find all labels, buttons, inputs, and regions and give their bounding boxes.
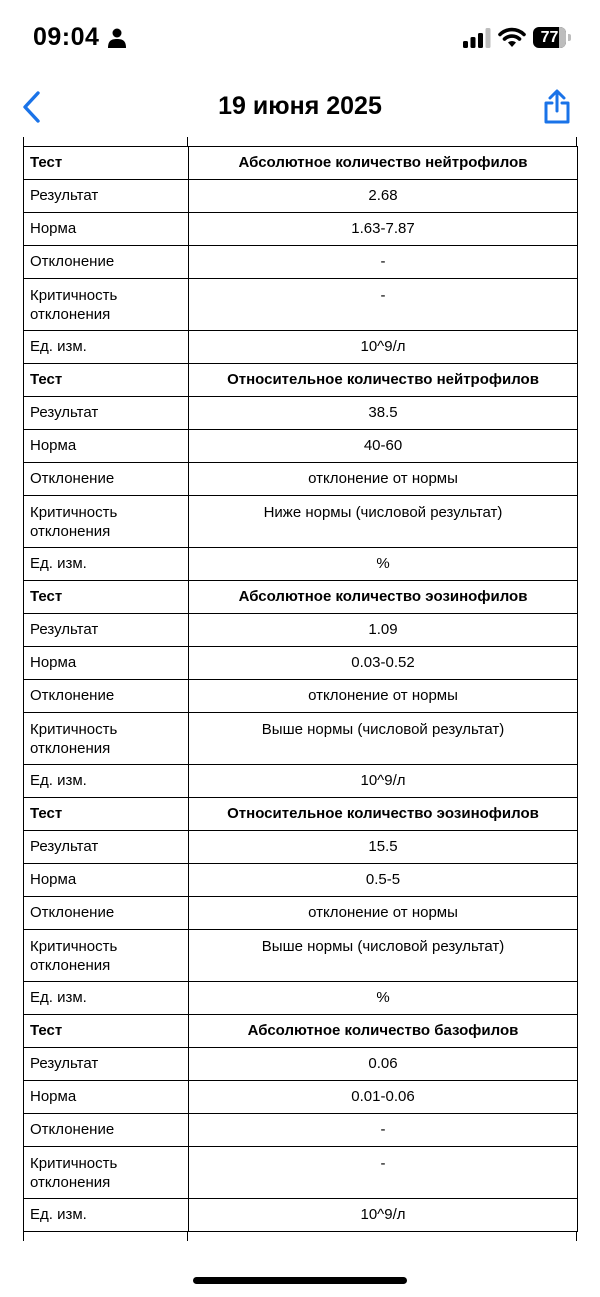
table-row-norm (24, 430, 578, 463)
deviation-value: - (189, 1114, 578, 1147)
deviation-label: Отклонение (24, 463, 189, 496)
unit-value: 10^9/л (189, 331, 578, 364)
back-button[interactable] (18, 88, 48, 126)
norm-label: Норма (24, 430, 189, 463)
criticality-value: Выше нормы (числовой результат) (189, 930, 578, 982)
result-value: 2.68 (189, 180, 578, 213)
table-row-result (24, 397, 578, 430)
table-row-test-name (24, 581, 578, 614)
result-label: Результат (24, 614, 189, 647)
result-label: Результат (24, 831, 189, 864)
criticality-value: Ниже нормы (числовой результат) (189, 496, 578, 548)
battery-level: 77 (540, 29, 559, 46)
table-row-norm (24, 647, 578, 680)
table-row-deviation (24, 680, 578, 713)
criticality-value: - (189, 279, 578, 331)
table-top-edge (23, 137, 577, 146)
person-icon (108, 28, 126, 48)
result-value: 15.5 (189, 831, 578, 864)
page-title: 19 июня 2025 (218, 92, 382, 120)
table-row-deviation (24, 246, 578, 279)
table-row-test-name (24, 364, 578, 397)
norm-value: 40-60 (189, 430, 578, 463)
unit-value: % (189, 548, 578, 581)
norm-value: 0.01-0.06 (189, 1081, 578, 1114)
table-row-result (24, 614, 578, 647)
table-row-unit (24, 1199, 578, 1232)
status-bar (0, 0, 600, 78)
test-name-label: Тест (24, 364, 189, 397)
table-row-result (24, 831, 578, 864)
norm-value: 1.63-7.87 (189, 213, 578, 246)
deviation-value: отклонение от нормы (189, 463, 578, 496)
share-button[interactable] (542, 88, 572, 126)
result-label: Результат (24, 180, 189, 213)
table-row-test-name (24, 147, 578, 180)
unit-value: % (189, 982, 578, 1015)
test-name-value: Относительное количество нейтрофилов (189, 364, 578, 397)
table-row-criticality (24, 713, 578, 765)
table-row-unit (24, 331, 578, 364)
criticality-label: Критичность отклонения (24, 713, 189, 765)
test-name-label: Тест (24, 581, 189, 614)
norm-value: 0.03-0.52 (189, 647, 578, 680)
test-name-value: Абсолютное количество базофилов (189, 1015, 578, 1048)
battery-icon (533, 27, 571, 48)
home-indicator[interactable] (193, 1277, 407, 1284)
unit-value: 10^9/л (189, 765, 578, 798)
criticality-value: Выше нормы (числовой результат) (189, 713, 578, 765)
unit-label: Ед. изм. (24, 765, 189, 798)
signal-icon (463, 28, 491, 48)
unit-value: 10^9/л (189, 1199, 578, 1232)
criticality-label: Критичность отклонения (24, 1147, 189, 1199)
table-row-deviation (24, 463, 578, 496)
table-bottom-edge (23, 1232, 577, 1241)
norm-label: Норма (24, 1081, 189, 1114)
results-document (23, 137, 577, 1241)
unit-label: Ед. изм. (24, 331, 189, 364)
criticality-label: Критичность отклонения (24, 279, 189, 331)
table-row-result (24, 1048, 578, 1081)
chevron-left-icon (18, 88, 48, 126)
share-icon (542, 88, 572, 126)
norm-label: Норма (24, 647, 189, 680)
table-row-norm (24, 1081, 578, 1114)
test-name-label: Тест (24, 1015, 189, 1048)
table-row-test-name (24, 798, 578, 831)
deviation-value: отклонение от нормы (189, 897, 578, 930)
result-value: 0.06 (189, 1048, 578, 1081)
table-row-test-name (24, 1015, 578, 1048)
norm-label: Норма (24, 864, 189, 897)
table-row-norm (24, 864, 578, 897)
table-row-deviation (24, 897, 578, 930)
norm-label: Норма (24, 213, 189, 246)
result-value: 1.09 (189, 614, 578, 647)
table-row-unit (24, 982, 578, 1015)
deviation-value: - (189, 246, 578, 279)
unit-label: Ед. изм. (24, 1199, 189, 1232)
table-row-result (24, 180, 578, 213)
deviation-label: Отклонение (24, 680, 189, 713)
table-row-unit (24, 548, 578, 581)
deviation-label: Отклонение (24, 897, 189, 930)
test-name-value: Абсолютное количество эозинофилов (189, 581, 578, 614)
unit-label: Ед. изм. (24, 548, 189, 581)
result-value: 38.5 (189, 397, 578, 430)
table-row-unit (24, 765, 578, 798)
test-name-label: Тест (24, 798, 189, 831)
test-name-label: Тест (24, 147, 189, 180)
table-row-criticality (24, 930, 578, 982)
table-row-norm (24, 213, 578, 246)
norm-value: 0.5-5 (189, 864, 578, 897)
result-label: Результат (24, 397, 189, 430)
deviation-label: Отклонение (24, 246, 189, 279)
result-label: Результат (24, 1048, 189, 1081)
criticality-label: Критичность отклонения (24, 930, 189, 982)
test-name-value: Относительное количество эозинофилов (189, 798, 578, 831)
table-row-criticality (24, 496, 578, 548)
table-row-deviation (24, 1114, 578, 1147)
criticality-value: - (189, 1147, 578, 1199)
results-table (23, 146, 578, 1232)
deviation-value: отклонение от нормы (189, 680, 578, 713)
deviation-label: Отклонение (24, 1114, 189, 1147)
nav-bar (0, 78, 600, 136)
unit-label: Ед. изм. (24, 982, 189, 1015)
criticality-label: Критичность отклонения (24, 496, 189, 548)
table-row-criticality (24, 1147, 578, 1199)
table-row-criticality (24, 279, 578, 331)
test-name-value: Абсолютное количество нейтрофилов (189, 147, 578, 180)
status-time: 09:04 (33, 23, 100, 51)
wifi-icon (498, 26, 526, 48)
